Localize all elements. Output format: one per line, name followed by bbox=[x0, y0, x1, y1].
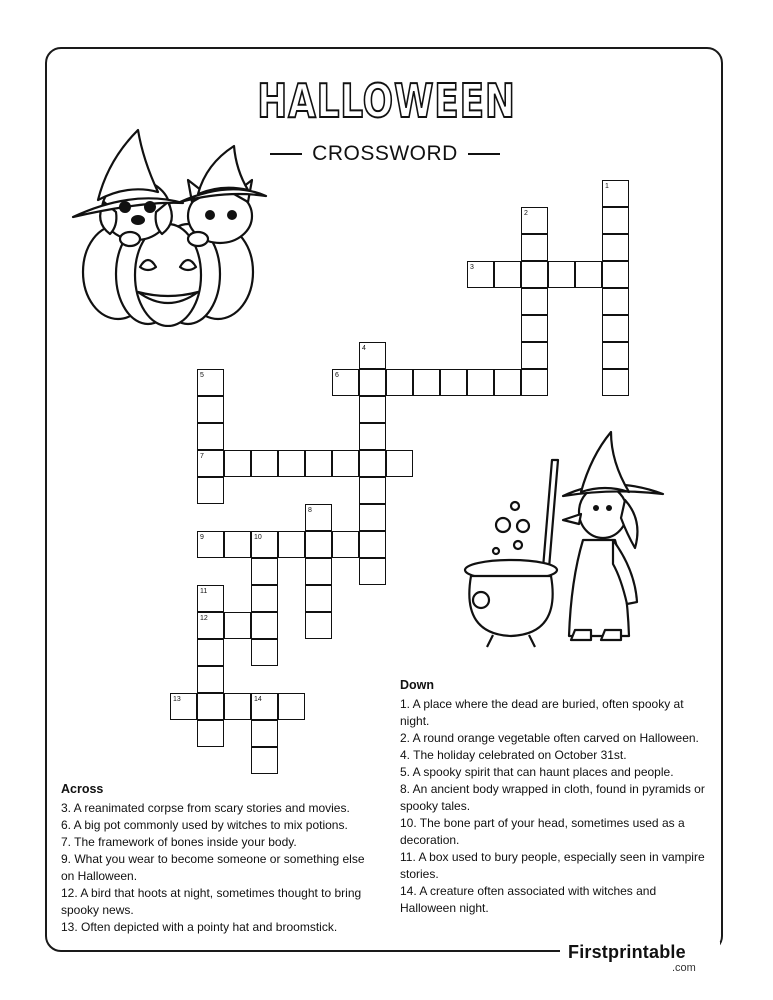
grid-cell[interactable] bbox=[197, 693, 224, 720]
grid-cell[interactable] bbox=[251, 558, 278, 585]
grid-cell[interactable] bbox=[413, 369, 440, 396]
grid-cell[interactable] bbox=[224, 693, 251, 720]
grid-number: 13 bbox=[173, 696, 181, 703]
across-heading: Across bbox=[61, 782, 104, 796]
grid-cell[interactable] bbox=[197, 369, 224, 396]
grid-cell[interactable] bbox=[197, 612, 224, 639]
grid-cell[interactable] bbox=[332, 369, 359, 396]
grid-cell[interactable] bbox=[575, 261, 602, 288]
down-clue: 14. A creature often associated with witches and Halloween night. bbox=[400, 884, 657, 915]
subtitle-rule-right bbox=[468, 153, 500, 155]
grid-cell[interactable] bbox=[278, 693, 305, 720]
grid-cell[interactable] bbox=[251, 585, 278, 612]
grid-cell[interactable] bbox=[521, 207, 548, 234]
grid-cell[interactable] bbox=[278, 531, 305, 558]
grid-cell[interactable] bbox=[197, 396, 224, 423]
grid-number: 9 bbox=[200, 534, 204, 541]
grid-cell[interactable] bbox=[197, 639, 224, 666]
grid-cell[interactable] bbox=[386, 369, 413, 396]
across-clue: 3. A reanimated corpse from scary stories and movies. bbox=[61, 801, 350, 815]
across-clue: 13. Often depicted with a pointy hat and broomstick. bbox=[61, 920, 338, 934]
grid-cell[interactable] bbox=[359, 423, 386, 450]
down-clues bbox=[400, 677, 715, 917]
grid-number: 11 bbox=[200, 588, 208, 595]
grid-cell[interactable] bbox=[494, 261, 521, 288]
down-clue: 8. An ancient body wrapped in cloth, found in pyramids or spooky tales. bbox=[400, 782, 705, 813]
grid-cell[interactable] bbox=[602, 369, 629, 396]
grid-cell[interactable] bbox=[602, 207, 629, 234]
across-clue: 12. A bird that hoots at night, sometimes thought to bring spooky news. bbox=[61, 886, 362, 917]
grid-number: 2 bbox=[524, 210, 528, 217]
grid-cell[interactable] bbox=[548, 261, 575, 288]
grid-number: 8 bbox=[308, 507, 312, 514]
grid-cell[interactable] bbox=[224, 531, 251, 558]
grid-cell[interactable] bbox=[359, 342, 386, 369]
grid-cell[interactable] bbox=[440, 369, 467, 396]
grid-cell[interactable] bbox=[521, 234, 548, 261]
grid-cell[interactable] bbox=[224, 450, 251, 477]
grid-number: 10 bbox=[254, 534, 262, 541]
grid-cell[interactable] bbox=[305, 450, 332, 477]
brand-domain: .com bbox=[672, 962, 696, 974]
grid-cell[interactable] bbox=[251, 747, 278, 774]
grid-cell[interactable] bbox=[602, 315, 629, 342]
grid-cell[interactable] bbox=[278, 450, 305, 477]
grid-cell[interactable] bbox=[305, 558, 332, 585]
grid-cell[interactable] bbox=[332, 450, 359, 477]
grid-cell[interactable] bbox=[305, 612, 332, 639]
grid-number: 3 bbox=[470, 264, 474, 271]
grid-cell[interactable] bbox=[197, 666, 224, 693]
grid-cell[interactable] bbox=[251, 531, 278, 558]
grid-number: 5 bbox=[200, 372, 204, 379]
grid-cell[interactable] bbox=[251, 693, 278, 720]
grid-cell[interactable] bbox=[359, 369, 386, 396]
grid-cell[interactable] bbox=[521, 261, 548, 288]
pumpkin-pets-icon bbox=[68, 122, 268, 327]
grid-cell[interactable] bbox=[197, 450, 224, 477]
grid-cell[interactable] bbox=[170, 693, 197, 720]
down-clue: 11. A box used to bury people, especially seen in vampire stories. bbox=[400, 850, 705, 881]
grid-cell[interactable] bbox=[359, 504, 386, 531]
grid-cell[interactable] bbox=[359, 558, 386, 585]
grid-cell[interactable] bbox=[359, 396, 386, 423]
grid-cell[interactable] bbox=[602, 288, 629, 315]
grid-cell[interactable] bbox=[521, 342, 548, 369]
grid-cell[interactable] bbox=[521, 288, 548, 315]
grid-cell[interactable] bbox=[386, 450, 413, 477]
down-clue: 5. A spooky spirit that can haunt places and people. bbox=[400, 765, 674, 779]
brand-logo bbox=[560, 942, 720, 972]
down-clue: 4. The holiday celebrated on October 31st. bbox=[400, 748, 627, 762]
grid-cell[interactable] bbox=[197, 585, 224, 612]
across-clue: 7. The framework of bones inside your body. bbox=[61, 835, 297, 849]
grid-cell[interactable] bbox=[197, 477, 224, 504]
grid-cell[interactable] bbox=[359, 450, 386, 477]
grid-cell[interactable] bbox=[602, 261, 629, 288]
grid-cell[interactable] bbox=[602, 342, 629, 369]
grid-cell[interactable] bbox=[305, 531, 332, 558]
grid-cell[interactable] bbox=[251, 612, 278, 639]
page-subtitle: CROSSWORD bbox=[312, 142, 458, 165]
across-clue: 6. A big pot commonly used by witches to mix potions. bbox=[61, 818, 348, 832]
grid-cell[interactable] bbox=[197, 720, 224, 747]
grid-number: 6 bbox=[335, 372, 339, 379]
grid-number: 14 bbox=[254, 696, 262, 703]
grid-cell[interactable] bbox=[359, 477, 386, 504]
subtitle-rule-left bbox=[270, 153, 302, 155]
grid-cell[interactable] bbox=[467, 261, 494, 288]
grid-cell[interactable] bbox=[224, 612, 251, 639]
grid-cell[interactable] bbox=[521, 369, 548, 396]
grid-cell[interactable] bbox=[602, 180, 629, 207]
grid-number: 1 bbox=[605, 183, 609, 190]
grid-cell[interactable] bbox=[602, 234, 629, 261]
grid-cell[interactable] bbox=[521, 315, 548, 342]
grid-cell[interactable] bbox=[251, 450, 278, 477]
witch-cauldron-icon bbox=[463, 430, 673, 650]
subtitle-row bbox=[270, 140, 500, 168]
down-heading: Down bbox=[400, 678, 435, 692]
down-clue: 2. A round orange vegetable often carved on Halloween. bbox=[400, 731, 699, 745]
across-clues bbox=[61, 781, 379, 936]
grid-number: 4 bbox=[362, 345, 366, 352]
grid-cell[interactable] bbox=[467, 369, 494, 396]
down-clue: 10. The bone part of your head, sometimes used as a decoration. bbox=[400, 816, 685, 847]
page-title: HALLOWEEN bbox=[257, 74, 516, 128]
grid-cell[interactable] bbox=[494, 369, 521, 396]
grid-cell[interactable] bbox=[197, 531, 224, 558]
grid-cell[interactable] bbox=[251, 720, 278, 747]
grid-cell[interactable] bbox=[305, 504, 332, 531]
across-clue: 9. What you wear to become someone or something else on Halloween. bbox=[61, 852, 365, 883]
grid-cell[interactable] bbox=[197, 423, 224, 450]
brand-name: Firstprintable bbox=[568, 942, 686, 962]
grid-number: 7 bbox=[200, 453, 204, 460]
grid-cell[interactable] bbox=[251, 639, 278, 666]
grid-number: 12 bbox=[200, 615, 208, 622]
grid-cell[interactable] bbox=[359, 531, 386, 558]
grid-cell[interactable] bbox=[305, 585, 332, 612]
down-clue: 1. A place where the dead are buried, often spooky at night. bbox=[400, 697, 684, 728]
grid-cell[interactable] bbox=[332, 531, 359, 558]
